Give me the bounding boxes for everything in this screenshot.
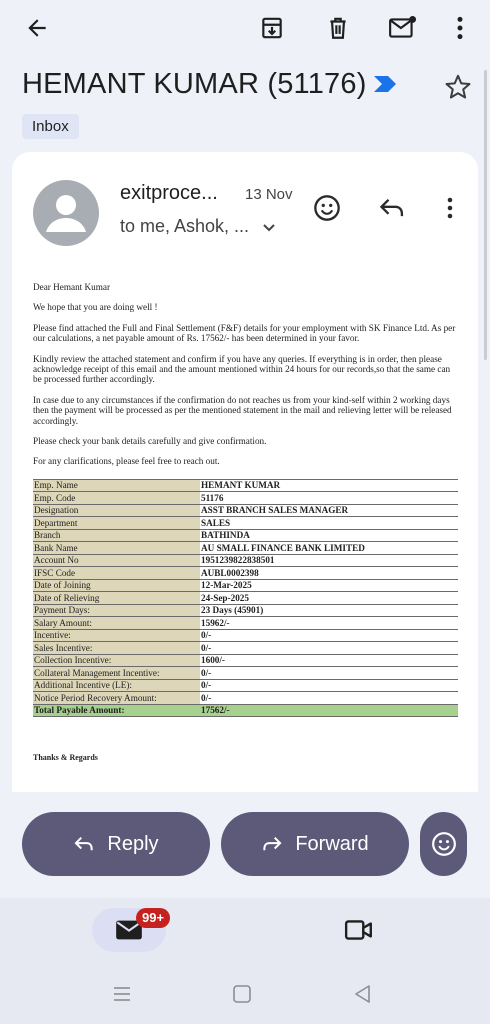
email-subject: [22, 68, 442, 102]
paragraph: We hope that you are doing well !: [33, 302, 158, 313]
table-row: [33, 629, 458, 642]
table-value-cell: 1951239822838501: [200, 554, 458, 567]
star-icon[interactable]: [443, 72, 473, 102]
recent-apps-icon[interactable]: [112, 984, 132, 1009]
table-row: [33, 567, 458, 580]
forward-button-label: Forward: [295, 832, 369, 855]
table-key-cell: Branch: [33, 529, 200, 542]
react-emoji-button[interactable]: [420, 812, 467, 876]
more-vert-icon[interactable]: [440, 8, 480, 48]
table-key-cell: Date of Joining: [33, 579, 200, 592]
table-row: [33, 479, 458, 492]
table-row: [33, 654, 458, 667]
table-key-cell: Sales Incentive:: [33, 642, 200, 655]
reply-arrow-icon: [73, 835, 95, 853]
forward-arrow-icon: [261, 835, 283, 853]
table-value-cell: 12-Mar-2025: [200, 579, 458, 592]
table-key-cell: Incentive:: [33, 629, 200, 642]
table-row: [33, 667, 458, 680]
table-value-cell: SALES: [200, 517, 458, 530]
table-row: [33, 642, 458, 655]
table-key-cell: Collateral Management Incentive:: [33, 667, 200, 680]
table-row: [33, 604, 458, 617]
table-value-cell: BATHINDA: [200, 529, 458, 542]
message-more-icon[interactable]: [432, 190, 468, 226]
sender-name[interactable]: exitproce...: [120, 182, 218, 204]
table-value-cell: 24-Sep-2025: [200, 592, 458, 605]
table-key-cell: Department: [33, 517, 200, 530]
emoji-icon: [431, 831, 457, 857]
paragraph: For any clarifications, please feel free to reach out.: [33, 456, 220, 467]
paragraph: In case due to any circumstances if the confirmation do not reaches us from your kind-self within 2 working days then the payment will be processed as per the mentioned statement in the mail and relieving letter will be released accordingly.: [33, 394, 452, 426]
paragraph: Please find attached the Full and Final Settlement (F&F) details for your employment with SK Finance Ltd. As per our calculations, a net payable amount of Rs. 17562/- has been determined in your favor.: [33, 322, 456, 344]
table-key-cell: Account No: [33, 554, 200, 567]
emoji-reaction-icon[interactable]: [309, 190, 345, 226]
back-arrow-icon[interactable]: [17, 8, 57, 48]
table-row: [33, 704, 458, 717]
importance-marker-icon[interactable]: [373, 69, 397, 102]
table-row: [33, 692, 458, 705]
signoff: Thanks & Regards: [33, 753, 98, 763]
subject-text: HEMANT KUMAR (51176): [22, 68, 367, 100]
table-value-cell: ASST BRANCH SALES MANAGER: [200, 504, 458, 517]
back-triangle-icon[interactable]: [353, 984, 373, 1009]
reply-button[interactable]: [22, 812, 210, 876]
table-value-cell: HEMANT KUMAR: [200, 479, 458, 492]
table-row: [33, 517, 458, 530]
table-value-cell: 17562/-: [200, 704, 458, 717]
paragraph: Please check your bank details carefully and give confirmation.: [33, 436, 267, 447]
table-key-cell: IFSC Code: [33, 567, 200, 580]
scrollbar[interactable]: [484, 70, 487, 360]
delete-icon[interactable]: [318, 8, 358, 48]
table-key-cell: Date of Relieving: [33, 592, 200, 605]
avatar[interactable]: [33, 180, 99, 246]
table-value-cell: 0/-: [200, 667, 458, 680]
top-app-bar: [0, 0, 490, 56]
table-value-cell: AUBL0002398: [200, 567, 458, 580]
table-row: [33, 542, 458, 555]
recipients-line[interactable]: [120, 216, 276, 238]
table-value-cell: 15962/-: [200, 617, 458, 630]
table-row: [33, 579, 458, 592]
table-key-cell: Collection Incentive:: [33, 654, 200, 667]
greeting: Dear Hemant Kumar: [33, 282, 111, 292]
message-date: 13 Nov: [245, 186, 293, 203]
table-value-cell: 0/-: [200, 642, 458, 655]
table-key-cell: Total Payable Amount:: [33, 704, 200, 717]
table-key-cell: Bank Name: [33, 542, 200, 555]
reply-button-label: Reply: [107, 832, 159, 855]
table-row: [33, 529, 458, 542]
message-card: [12, 152, 478, 792]
table-value-cell: 23 Days (45901): [200, 604, 458, 617]
table-key-cell: Additional Incentive (LE):: [33, 679, 200, 692]
system-navigation-bar: [0, 966, 490, 1024]
table-row: [33, 492, 458, 505]
table-key-cell: Designation: [33, 504, 200, 517]
table-key-cell: Emp. Code: [33, 492, 200, 505]
table-key-cell: Payment Days:: [33, 604, 200, 617]
table-key-cell: Salary Amount:: [33, 617, 200, 630]
chevron-down-icon[interactable]: [262, 217, 276, 238]
nav-meet[interactable]: [344, 918, 374, 947]
unread-count-badge: 99+: [136, 908, 170, 928]
table-row: [33, 679, 458, 692]
settlement-table: [33, 479, 458, 718]
mark-unread-icon[interactable]: [383, 8, 423, 48]
recipients-text: to me, Ashok, ...: [120, 216, 250, 236]
archive-icon[interactable]: [252, 8, 292, 48]
email-body: [33, 282, 461, 764]
home-icon[interactable]: [232, 984, 252, 1009]
table-row: [33, 592, 458, 605]
table-value-cell: 51176: [200, 492, 458, 505]
bottom-navigation: [0, 898, 490, 966]
table-key-cell: Notice Period Recovery Amount:: [33, 692, 200, 705]
table-row: [33, 617, 458, 630]
table-value-cell: 0/-: [200, 692, 458, 705]
forward-button[interactable]: [221, 812, 409, 876]
table-value-cell: 1600/-: [200, 654, 458, 667]
video-camera-icon: [344, 918, 374, 942]
reply-icon[interactable]: [374, 190, 410, 226]
paragraph: Kindly review the attached statement and confirm if you have any queries. If everything is in order, then please acknowledge receipt of this email and the amount mentioned within 24 hours for our records,so that the same can be processed further accordingly.: [33, 353, 451, 385]
table-value-cell: AU SMALL FINANCE BANK LIMITED: [200, 542, 458, 555]
table-key-cell: Emp. Name: [33, 479, 200, 492]
table-row: [33, 554, 458, 567]
table-value-cell: 0/-: [200, 629, 458, 642]
table-value-cell: 0/-: [200, 679, 458, 692]
table-row: [33, 504, 458, 517]
inbox-label-chip[interactable]: Inbox: [22, 114, 79, 139]
